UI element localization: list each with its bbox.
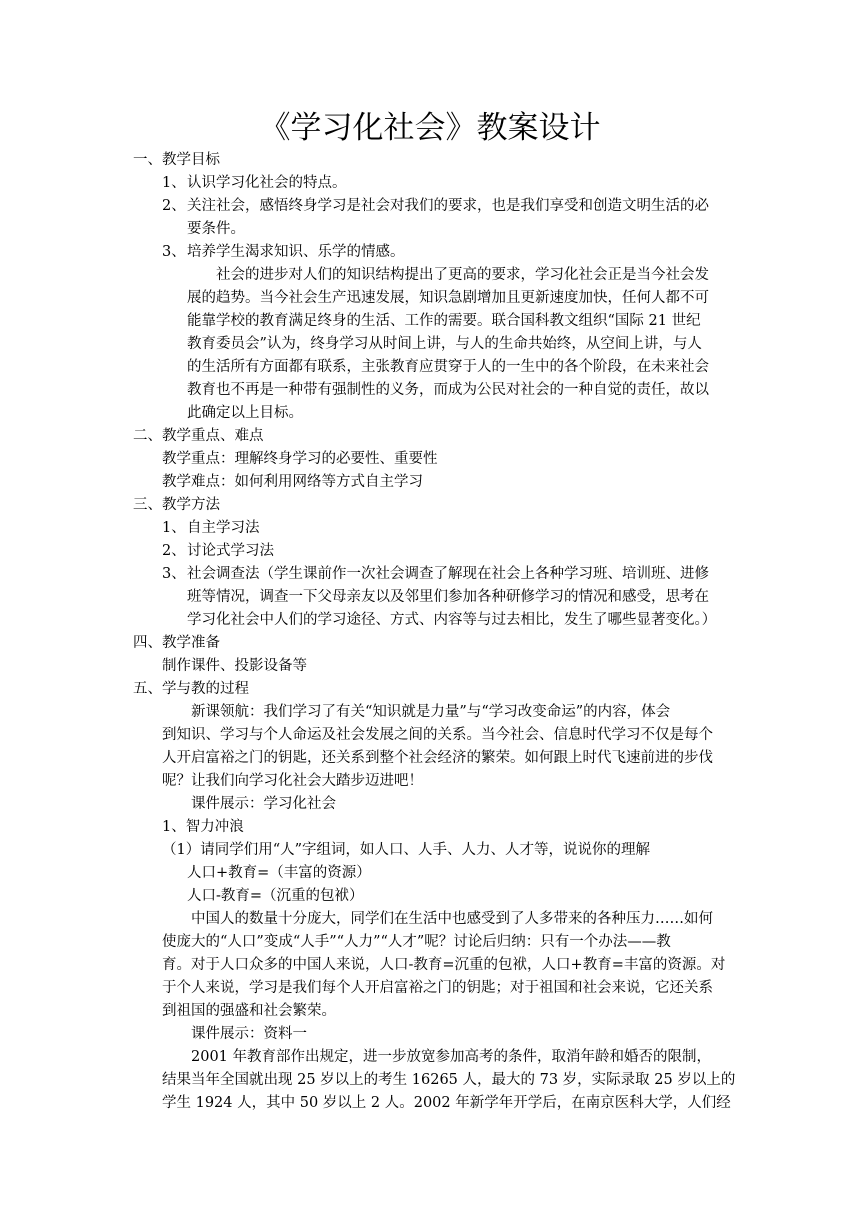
preparation-text: 制作课件、投影设备等	[162, 658, 307, 674]
paragraph-line: 社会的进步对人们的知识结构提出了更高的要求，学习化社会正是当今社会发	[216, 267, 709, 283]
paragraph-line: 新课领航：我们学习了有关“知识就是力量”与“学习改变命运”的内容，体会	[191, 704, 671, 720]
document-title: 《学习化社会》教案设计	[259, 110, 601, 146]
section-heading-objectives: 一、教学目标	[133, 152, 220, 168]
list-item-text: 关注社会，感悟终身学习是社会对我们的要求，也是我们享受和创造文明生活的必	[187, 198, 709, 214]
list-item-text: 讨论式学习法	[187, 543, 274, 559]
paragraph-line: 结果当年全国就出现 25 岁以上的考生 16265 人，最大的 73 岁，实际录取 25 岁以上的	[162, 1072, 736, 1088]
paragraph-line: 呢？让我们向学习化社会大踏步迈进吧！	[162, 773, 423, 789]
list-number: 3、	[162, 244, 186, 260]
paragraph-line: 到祖国的强盛和社会繁荣。	[162, 1003, 336, 1019]
list-item-text: 班等情况，调查一下父母亲友以及邻里们参加各种研修学习的情况和感受，思考在	[187, 589, 709, 605]
courseware-label: 课件展示：资料一	[191, 1026, 307, 1042]
equation-text: 人口-教育=（沉重的包袱）	[187, 888, 364, 904]
question-text: （1）请同学们用“人”字组词，如人口、人手、人力、人才等，说说你的理解	[162, 842, 651, 858]
paragraph-line: 中国人的数量十分庞大，同学们在生活中也感受到了人多带来的各种压力……如何	[191, 911, 713, 927]
paragraph-line: 学生 1924 人，其中 50 岁以上 2 人。2002 年新学年开学后，在南京医科大学，人们经	[162, 1095, 731, 1111]
list-item-text: 社会调查法（学生课前作一次社会调查了解现在社会上各种学习班、培训班、进修	[187, 566, 709, 582]
paragraph-line: 于个人来说，学习是我们每个人开启富裕之门的钥匙；对于祖国和社会来说，它还关系	[162, 980, 713, 996]
section-heading-process: 五、学与教的过程	[133, 681, 249, 697]
paragraph-line: 能靠学校的教育满足终身的生活、工作的需要。联合国科教文组织“国际 21 世纪	[187, 313, 701, 329]
key-point-text: 教学重点：理解终身学习的必要性、重要性	[162, 451, 438, 467]
courseware-label: 课件展示：学习化社会	[191, 796, 336, 812]
list-item-text: 认识学习化社会的特点。	[187, 175, 347, 191]
difficulty-text: 教学难点：如何利用网络等方式自主学习	[162, 474, 423, 490]
paragraph-line: 的生活所有方面都有联系，主张教育应贯穿于人的一生中的各个阶段，在未来社会	[187, 359, 709, 375]
paragraph-line: 育。对于人口众多的中国人来说，人口-教育=沉重的包袱，人口+教育=丰富的资源。对	[162, 957, 726, 973]
list-number: 1、	[162, 175, 186, 191]
list-number: 2、	[162, 198, 186, 214]
section-heading-preparation: 四、教学准备	[133, 635, 220, 651]
list-item-text: 培养学生渴求知识、乐学的情感。	[187, 244, 405, 260]
paragraph-line: 教育也不再是一种带有强制性的义务，而成为公民对社会的一种自觉的责任，故以	[187, 382, 709, 398]
subheading: 1、智力冲浪	[162, 819, 244, 835]
paragraph-line: 展的趋势。当今社会生产迅速发展，知识急剧增加且更新速度加快，任何人都不可	[187, 290, 709, 306]
list-item-text: 学习化社会中人们的学习途径、方式、内容等与过去相比，发生了哪些显著变化。）	[187, 612, 717, 628]
list-number: 1、	[162, 520, 186, 536]
section-heading-key-points: 二、教学重点、难点	[133, 428, 264, 444]
paragraph-line: 到知识、学习与个人命运及社会发展之间的关系。当今社会、信息时代学习不仅是每个	[162, 727, 713, 743]
paragraph-line: 此确定以上目标。	[187, 405, 303, 421]
list-number: 2、	[162, 543, 186, 559]
list-item-text: 自主学习法	[187, 520, 260, 536]
section-heading-methods: 三、教学方法	[133, 497, 220, 513]
list-number: 3、	[162, 566, 186, 582]
paragraph-line: 使庞大的“人口”变成“人手”“人力”“人才”呢？讨论后归纳：只有一个办法——教	[162, 934, 671, 950]
paragraph-line: 人开启富裕之门的钥匙，还关系到整个社会经济的繁荣。如何跟上时代飞速前进的步伐	[162, 750, 713, 766]
list-item-text: 要条件。	[187, 221, 245, 237]
equation-text: 人口+教育=（丰富的资源）	[187, 865, 371, 881]
paragraph-line: 教育委员会”认为，终身学习从时间上讲，与人的生命共始终，从空间上讲，与人	[187, 336, 702, 352]
paragraph-line: 2001 年教育部作出规定，进一步放宽参加高考的条件，取消年龄和婚否的限制，	[191, 1049, 712, 1065]
